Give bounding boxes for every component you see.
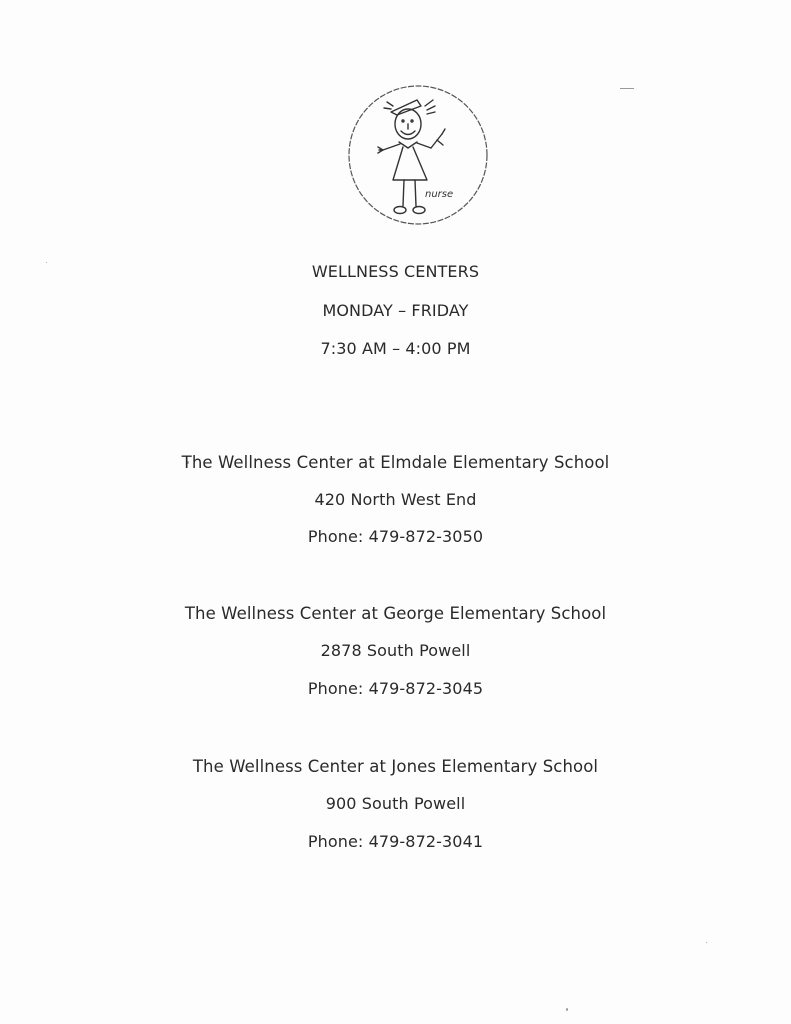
logo-caption: nurse <box>425 189 454 200</box>
center-phone-jones: Phone: 479-872-3041 <box>307 832 484 851</box>
center-name-jones: The Wellness Center at Jones Elementary School <box>192 757 599 776</box>
center-phone-elmdale: Phone: 479-872-3050 <box>307 527 484 546</box>
center-phone-george: Phone: 479-872-3045 <box>307 679 484 698</box>
center-name-george: The Wellness Center at George Elementary School <box>184 604 607 623</box>
center-name-elmdale: The Wellness Center at Elmdale Elementary School <box>181 453 610 472</box>
scan-speck <box>566 1008 568 1011</box>
scan-speck <box>706 942 707 943</box>
nurse-logo <box>347 84 489 226</box>
hours-days: MONDAY – FRIDAY <box>322 301 469 320</box>
hours-time: 7:30 AM – 4:00 PM <box>320 339 471 358</box>
center-address-elmdale: 420 North West End <box>314 490 477 509</box>
scan-speck <box>620 88 634 89</box>
hours-title: WELLNESS CENTERS <box>311 262 480 281</box>
center-address-jones: 900 South Powell <box>325 794 466 813</box>
center-address-george: 2878 South Powell <box>320 641 471 660</box>
